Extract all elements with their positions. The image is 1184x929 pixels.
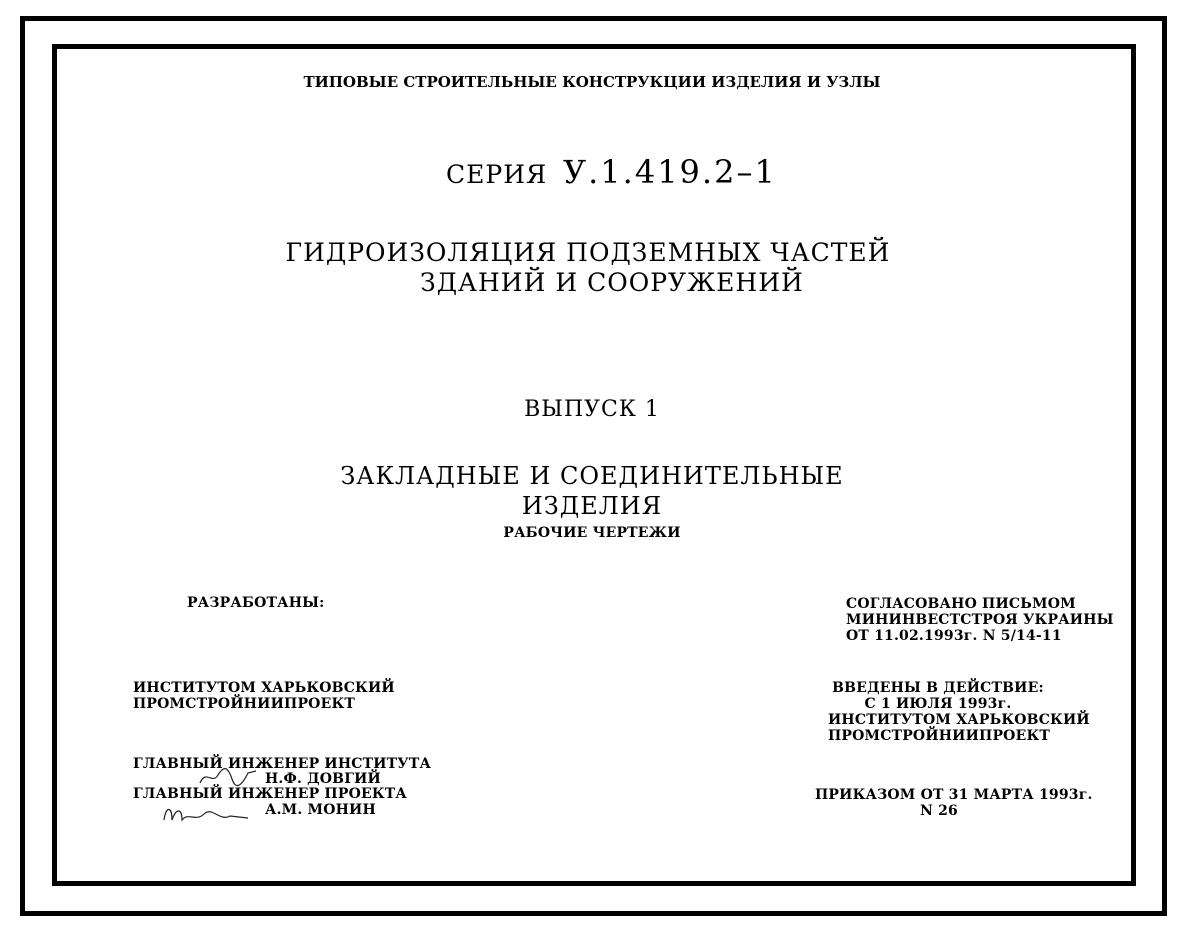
signature-monin: [160, 798, 256, 832]
enactment-line-4: ПРОМСТРОЙНИИПРОЕКТ: [828, 728, 1051, 744]
enactment-line-1: ВВЕДЕНЫ В ДЕЙСТВИЕ:: [832, 680, 1044, 696]
title-line-1: ГИДРОИЗОЛЯЦИЯ ПОДЗЕМНЫХ ЧАСТЕЙ: [285, 238, 891, 267]
chief-engineer-project-name: А.М. МОНИН: [265, 802, 376, 818]
developer-institute-line-1: ИНСТИТУТОМ ХАРЬКОВСКИЙ: [133, 680, 395, 696]
agreement-line-3: ОТ 11.02.1993г. N 5/14-11: [846, 628, 1062, 644]
order-block: [815, 787, 1093, 819]
order-line-2: N 26: [920, 803, 958, 819]
chief-engineer-institute-name: Н.Ф. ДОВГИЙ: [265, 771, 381, 787]
series-code: У.1.419.2–1: [563, 153, 777, 191]
series-label: СЕРИЯ: [446, 160, 548, 189]
subtitle-line-3: РАБОЧИЕ ЧЕРТЕЖИ: [503, 525, 681, 541]
agreement-line-2: МИНИНВЕСТСТРОЯ УКРАИНЫ: [846, 612, 1114, 628]
enactment-line-2: С 1 ИЮЛЯ 1993г.: [864, 696, 1012, 712]
agreement-line-1: СОГЛАСОВАНО ПИСЬМОМ: [846, 596, 1076, 612]
developer-institute-line-2: ПРОМСТРОЙНИИПРОЕКТ: [133, 696, 356, 712]
subtitle-line-1: ЗАКЛАДНЫЕ И СОЕДИНИТЕЛЬНЫЕ: [340, 462, 844, 490]
agreement-block: [846, 596, 1114, 644]
order-line-1: ПРИКАЗОМ ОТ 31 МАРТА 1993г.: [815, 787, 1093, 803]
developed-label: РАЗРАБОТАНЫ:: [187, 595, 325, 611]
enactment-block: [828, 680, 1090, 744]
title-line-2: ЗДАНИЙ И СООРУЖЕНИЙ: [420, 268, 804, 297]
developer-institute: [133, 680, 395, 712]
issue-label: ВЫПУСК 1: [524, 397, 660, 422]
chief-engineer-project-title: ГЛАВНЫЙ ИНЖЕНЕР ПРОЕКТА: [133, 786, 407, 802]
enactment-line-3: ИНСТИТУТОМ ХАРЬКОВСКИЙ: [828, 712, 1090, 728]
signature-monin-mark: [160, 798, 256, 828]
header-line: ТИПОВЫЕ СТРОИТЕЛЬНЫЕ КОНСТРУКЦИИ ИЗДЕЛИЯ И УЗЛЫ: [303, 73, 881, 91]
subtitle-line-2: ИЗДЕЛИЯ: [521, 492, 663, 520]
chief-engineer-institute-title: ГЛАВНЫЙ ИНЖЕНЕР ИНСТИТУТА: [133, 756, 432, 772]
